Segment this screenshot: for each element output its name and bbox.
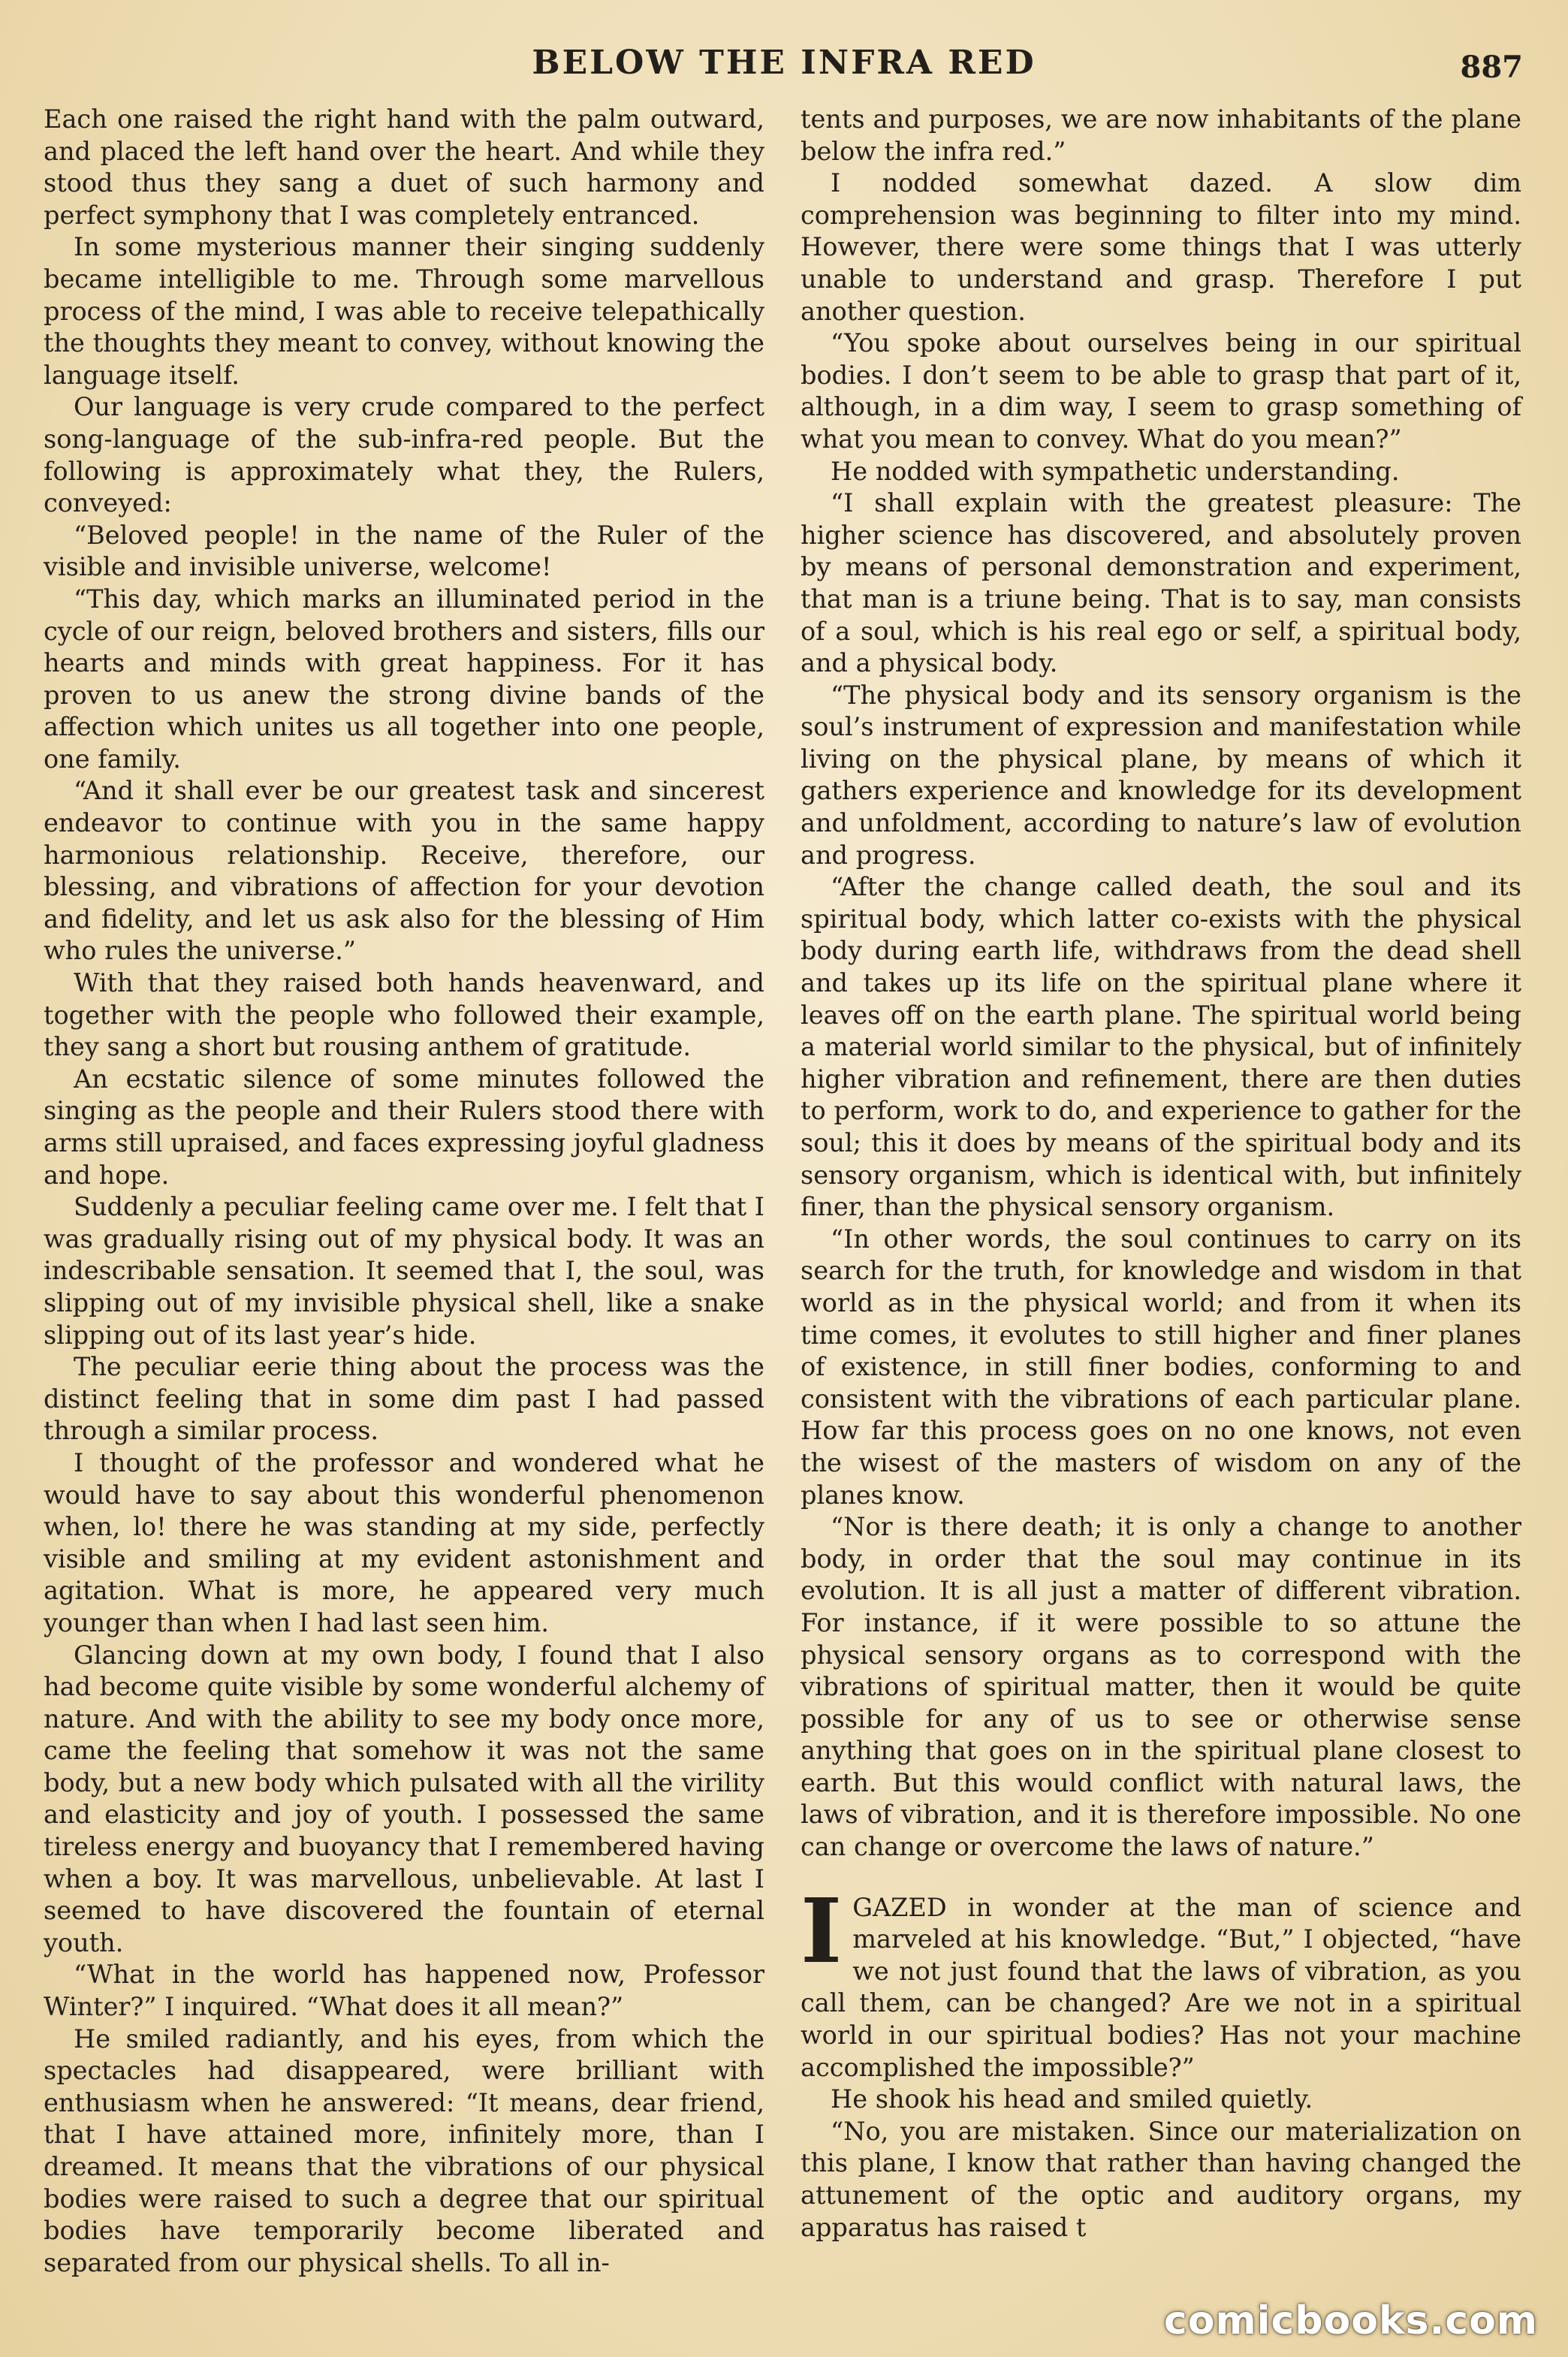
paragraph: He smiled radiantly, and his eyes, from which the spectacles had disappeared, were brilliant with enthusiasm when he answered: “It means, dear friend, that I have attained more, infinitely more, than I dreamed. It means that the vibrations of our physical bodies were raised to such a degree that our spiritual bodies have temporarily become liberated and separated from our physical shells. To all in- — [44, 2024, 764, 2277]
paragraph: Our language is very crude compared to the perfect song-language of the sub-infra-red people. But the following is approximately what they, the Rulers, conveyed: — [44, 392, 764, 518]
paragraph: “No, you are mistaken. Since our materialization on this plane, I know that rather than having changed the attunement of the optic and auditory organs, my apparatus has raised t — [801, 2116, 1521, 2242]
running-title: BELOW THE INFRA RED — [532, 44, 1036, 82]
left-column — [44, 104, 764, 2279]
paragraph: “The physical body and its sensory organism is the soul’s instrument of expression and manifestation while living on the physical plane, by means of which it gathers experience and knowledge for its development and unfoldment, according to nature’s law of evolution and progress. — [801, 680, 1521, 870]
paragraph: “I shall explain with the greatest pleasure: The higher science has discovered, and absolutely proven by means of personal demonstration and experiment, that man is a triune being. That is to say, man consists of a soul, which is his real ego or self, a spiritual body, and a physical body. — [801, 488, 1521, 678]
paragraph: “After the change called death, the soul and its spiritual body, which latter co-exists with the physical body during earth life, withdraws from the dead shell and takes up its life on the spiritual plane where it leaves off on the earth plane. The spiritual world being a material world similar to the physical, but of infinitely higher vibration and refinement, there are then duties to perform, work to do, and experience to gather for the soul; this it does by means of the spiritual body and its sensory organism, which is identical with, but infinitely finer, than the physical sensory organism. — [801, 872, 1521, 1222]
paragraph: “What in the world has happened now, Professor Winter?” I inquired. “What does it all mean?” — [44, 1960, 764, 2022]
section-opening-text: GAZED in wonder at the man of science and marveled at his knowledge. “But,” I objected, “have we not just found that the laws of vibration, as you call them, can be changed? Are we not in a spiritual world in our spiritual bodies? Has not your machine accomplished the impossible?” — [801, 1892, 1521, 2082]
drop-cap: I — [801, 1878, 843, 1983]
paragraph: “Nor is there death; it is only a change to another body, in order that the soul may continue in its evolution. It is all just a matter of different vibration. For instance, if it were possible to so attune the physical sensory organs as to correspond with the vibrations of spiritual matter, then it would be quite possible for any of us to see or otherwise sense anything that goes on in the spiritual plane closest to earth. But this would conflict with natural laws, the laws of vibration, and it is therefore impossible. No one can change or overcome the laws of nature.” — [801, 1512, 1521, 1862]
section-opening-paragraph — [801, 1878, 1521, 2084]
paragraph: With that they raised both hands heavenward, and together with the people who followed their example, they sang a short but rousing anthem of gratitude. — [44, 968, 764, 1062]
paragraph: Each one raised the right hand with the palm outward, and placed the left hand over the heart. And while they stood thus they sang a duet of such harmony and perfect symphony that I was completely entranced. — [44, 104, 764, 230]
paragraph: tents and purposes, we are now inhabitants of the plane below the infra red.” — [801, 104, 1521, 166]
right-column — [801, 104, 1521, 2244]
paragraph: He shook his head and smiled quietly. — [831, 2084, 1313, 2114]
paragraph: In some mysterious manner their singing suddenly became intelligible to me. Through some marvellous process of the mind, I was able to receive telepathically the thoughts they meant to convey, without knowing the language itself. — [44, 232, 764, 390]
paragraph: “Beloved people! in the name of the Ruler of the visible and invisible universe, welcome! — [44, 520, 764, 582]
paragraph: “And it shall ever be our greatest task and sincerest endeavor to continue with you in the same happy harmonious relationship. Receive, therefore, our blessing, and vibrations of affection for your devotion and fidelity, and let us ask also for the blessing of Him who rules the universe.” — [44, 776, 764, 966]
watermark-logo: comicbooks.com — [1163, 2298, 1538, 2343]
paragraph: “In other words, the soul continues to carry on its search for the truth, for knowledge and wisdom in that world as in the physical world; and from it when its time comes, it evolutes to still higher and finer planes of existence, in still finer bodies, conforming to and consistent with the vibrations of each particular plane. How far this process goes on no one knows, not even the wisest of the masters of wisdom on any of the planes know. — [801, 1224, 1521, 1510]
paragraph: Suddenly a peculiar feeling came over me. I felt that I was gradually rising out of my physical body. It was an indescribable sensation. It seemed that I, the soul, was slipping out of my invisible physical shell, like a snake slipping out of its last year’s hide. — [44, 1192, 764, 1350]
paragraph: The peculiar eerie thing about the process was the distinct feeling that in some dim past I had passed through a similar process. — [44, 1352, 764, 1446]
paragraph: “This day, which marks an illuminated period in the cycle of our reign, beloved brothers and sisters, fills our hearts and minds with great happiness. For it has proven to us anew the strong divine bands of the affection which unites us all together into one people, one family. — [44, 584, 764, 774]
paragraph: Glancing down at my own body, I found that I also had become quite visible by some wonderful alchemy of nature. And with the ability to see my body once more, came the feeling that somehow it was not the same body, but a new body which pulsated with all the virility and elasticity and joy of youth. I possessed the same tireless energy and buoyancy that I remembered having when a boy. It was marvellous, unbelievable. At last I seemed to have discovered the fountain of eternal youth. — [44, 1640, 764, 1957]
paragraph: An ecstatic silence of some minutes followed the singing as the people and their Rulers stood there with arms still upraised, and faces expressing joyful gladness and hope. — [44, 1064, 764, 1190]
page-number: 887 — [1460, 50, 1523, 85]
right-column-paragraphs — [801, 104, 1521, 1864]
paragraph: I thought of the professor and wondered what he would have to say about this wonderful phenomenon when, lo! there he was standing at my side, perfectly visible and smiling at my evident astonishment and agitation. What is more, he appeared very much younger than when I had last seen him. — [44, 1447, 764, 1637]
paragraph: “You spoke about ourselves being in our spiritual bodies. I don’t seem to be able to grasp that part of it, although, in a dim way, I seem to grasp something of what you mean to convey. What do you mean?” — [801, 328, 1521, 454]
paragraph: I nodded somewhat dazed. A slow dim comprehension was beginning to filter into my mind. However, there were some things that I was utterly unable to understand and grasp. Therefore I put another question. — [801, 168, 1521, 326]
section-paragraphs — [801, 2084, 1521, 2244]
paragraph: He nodded with sympathetic understanding. — [831, 456, 1400, 486]
